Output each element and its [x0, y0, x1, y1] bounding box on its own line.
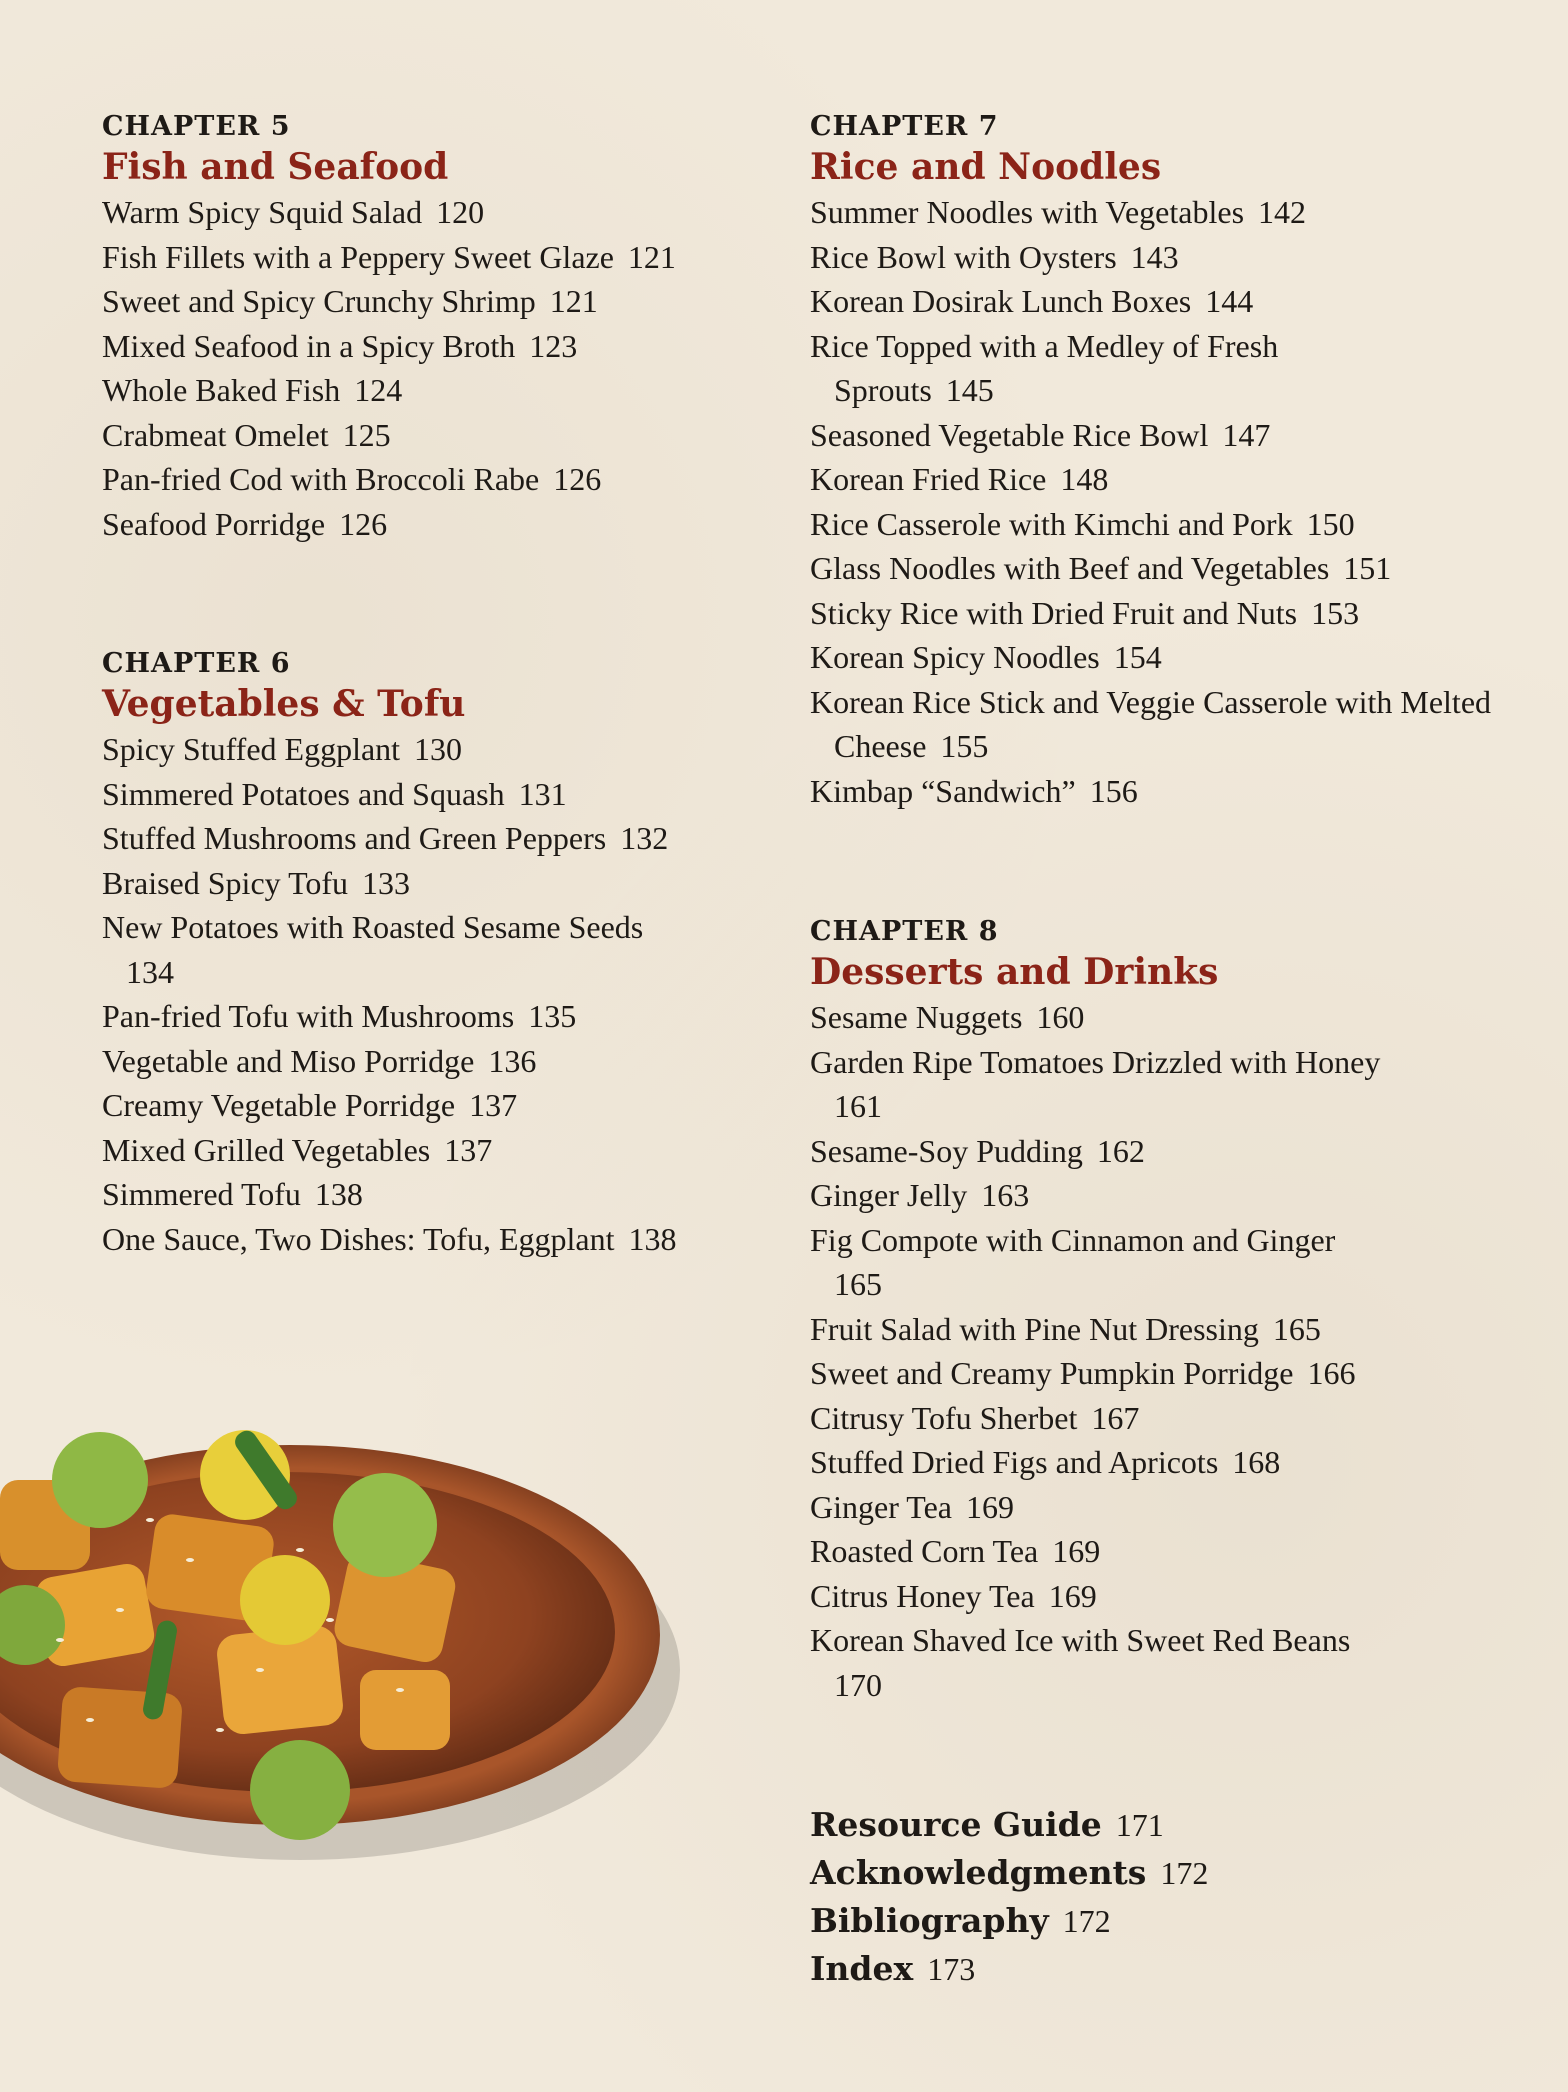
toc-entry[interactable]: Creamy Vegetable Porridge 137 — [102, 1087, 518, 1123]
toc-entry[interactable]: Garden Ripe Tomatoes Drizzled with Honey 161 — [810, 1043, 1381, 1124]
toc-entry[interactable]: Korean Shaved Ice with Sweet Red Beans 170 — [810, 1622, 1351, 1703]
backmatter-resource-guide[interactable]: Resource Guide 171 — [810, 1805, 1164, 1844]
chapter-number: CHAPTER 8 — [810, 916, 999, 947]
chapter-7 — [810, 110, 1534, 813]
toc-entry[interactable]: Simmered Potatoes and Squash 131 — [102, 775, 567, 812]
toc-entry[interactable]: Sesame-Soy Pudding 162 — [810, 1132, 1145, 1169]
plate-illustration — [0, 1370, 700, 1890]
toc-entry[interactable]: Korean Spicy Noodles 154 — [810, 639, 1162, 675]
toc-entry[interactable]: Sweet and Creamy Pumpkin Porridge 166 — [810, 1355, 1356, 1391]
backmatter-index[interactable]: Index 173 — [810, 1949, 976, 1988]
chapter-number: CHAPTER 6 — [102, 648, 291, 679]
toc-entry[interactable]: Mixed Seafood in a Spicy Broth 123 — [102, 327, 578, 364]
chapter-6 — [102, 647, 676, 1261]
toc-entry[interactable]: Spicy Stuffed Eggplant 130 — [102, 731, 463, 767]
dish-photo — [0, 1370, 700, 1890]
toc-entry[interactable]: Seafood Porridge 126 — [102, 505, 388, 542]
toc-entry[interactable]: Fruit Salad with Pine Nut Dressing 165 — [810, 1310, 1321, 1347]
toc-entry[interactable]: New Potatoes with Roasted Sesame Seeds 134 — [102, 909, 644, 990]
toc-entry[interactable]: Glass Noodles with Beef and Vegetables 151 — [810, 550, 1392, 586]
toc-entry[interactable]: Kimbap “Sandwich” 156 — [810, 772, 1138, 809]
toc-entry[interactable]: Pan-fried Tofu with Mushrooms 135 — [102, 998, 577, 1034]
toc-entry[interactable]: Warm Spicy Squid Salad 120 — [102, 194, 485, 230]
toc-entry[interactable]: Korean Rice Stick and Veggie Casserole with Melted Cheese 155 — [810, 683, 1492, 764]
toc-entry[interactable]: Crabmeat Omelet 125 — [102, 416, 391, 453]
chapter-entries — [810, 995, 1380, 1707]
toc-entry[interactable]: Sweet and Spicy Crunchy Shrimp 121 — [102, 283, 598, 319]
chapter-entries — [102, 190, 676, 546]
toc-entry[interactable]: Simmered Tofu 138 — [102, 1176, 363, 1212]
backmatter-acknowledgments[interactable]: Acknowledgments 172 — [810, 1853, 1209, 1892]
toc-entry[interactable]: Sesame Nuggets 160 — [810, 999, 1085, 1035]
toc-entry[interactable]: Ginger Tea 169 — [810, 1488, 1014, 1525]
chapter-title: Fish and Seafood — [102, 146, 449, 188]
chapter-title: Vegetables & Tofu — [102, 683, 466, 725]
chapter-number: CHAPTER 5 — [102, 111, 291, 142]
toc-entry[interactable]: Roasted Corn Tea 169 — [810, 1533, 1101, 1569]
toc-entry[interactable]: Ginger Jelly 163 — [810, 1177, 1030, 1213]
chapter-number: CHAPTER 7 — [810, 111, 999, 142]
chapter-title: Rice and Noodles — [810, 146, 1162, 188]
toc-entry[interactable]: Fig Compote with Cinnamon and Ginger 165 — [810, 1221, 1336, 1302]
toc-entry[interactable]: Sticky Rice with Dried Fruit and Nuts 153 — [810, 594, 1360, 631]
chapter-entries — [102, 727, 676, 1261]
toc-entry[interactable]: Korean Fried Rice 148 — [810, 461, 1109, 497]
backmatter-bibliography[interactable]: Bibliography 172 — [810, 1901, 1111, 1940]
toc-entry[interactable]: Summer Noodles with Vegetables 142 — [810, 194, 1307, 230]
toc-entry[interactable]: Braised Spicy Tofu 133 — [102, 864, 411, 901]
chapter-8 — [810, 915, 1380, 1707]
chapter-5 — [102, 110, 676, 546]
toc-entry[interactable]: Stuffed Mushrooms and Green Peppers 132 — [102, 820, 669, 856]
toc-entry[interactable]: Citrus Honey Tea 169 — [810, 1577, 1097, 1614]
toc-entry[interactable]: Whole Baked Fish 124 — [102, 372, 403, 408]
toc-entry[interactable]: Rice Casserole with Kimchi and Pork 150 — [810, 505, 1355, 542]
toc-entry[interactable]: Citrusy Tofu Sherbet 167 — [810, 1399, 1140, 1436]
toc-entry[interactable]: Vegetable and Miso Porridge 136 — [102, 1042, 537, 1079]
back-matter — [810, 1801, 1208, 1993]
toc-entry[interactable]: One Sauce, Two Dishes: Tofu, Eggplant 138 — [102, 1220, 677, 1257]
toc-entry[interactable]: Rice Topped with a Medley of Fresh Sprouts 145 — [810, 327, 1279, 408]
toc-entry[interactable]: Seasoned Vegetable Rice Bowl 147 — [810, 416, 1271, 453]
toc-entry[interactable]: Fish Fillets with a Peppery Sweet Glaze 121 — [102, 238, 676, 275]
toc-entry[interactable]: Stuffed Dried Figs and Apricots 168 — [810, 1444, 1281, 1480]
toc-entry[interactable]: Mixed Grilled Vegetables 137 — [102, 1131, 493, 1168]
chapter-entries — [810, 190, 1534, 813]
toc-entry[interactable]: Korean Dosirak Lunch Boxes 144 — [810, 283, 1254, 319]
toc-entry[interactable]: Rice Bowl with Oysters 143 — [810, 238, 1179, 275]
chapter-title: Desserts and Drinks — [810, 951, 1219, 993]
toc-entry[interactable]: Pan-fried Cod with Broccoli Rabe 126 — [102, 461, 602, 497]
